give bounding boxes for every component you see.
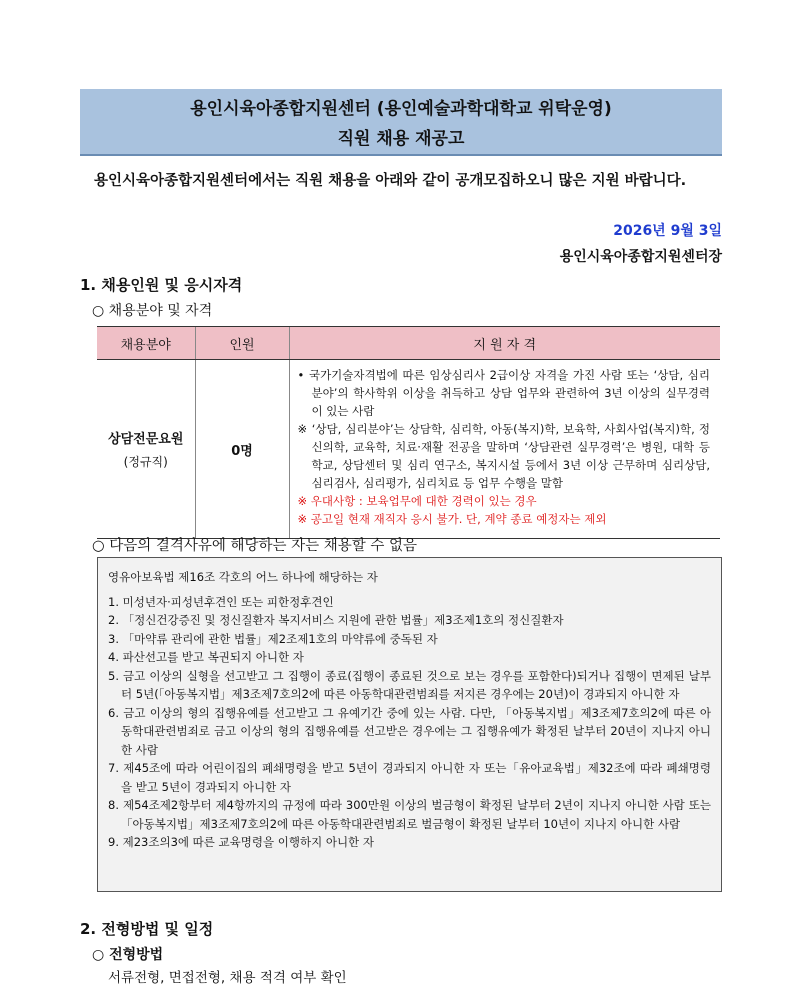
list-item: 7. 제45조에 따라 어린이집의 폐쇄명령을 받고 5년이 경과되지 아니한 자 또는「유아교육법」제32조에 따라 폐쇄명령을 받고 5년이 경과되지 아니한 자	[108, 761, 711, 794]
list-item: 3. 「마약류 관리에 관한 법률」제2조제1호의 마약류에 중독된 자	[108, 631, 438, 646]
header-count: 인원	[195, 327, 289, 360]
selection-method-text: 서류전형, 면접전형, 채용 적격 여부 확인	[108, 970, 347, 986]
disqualification-list	[108, 593, 711, 852]
subsection-disqualification: ○ 다음의 결격사유에 해당하는 자는 채용할 수 없음	[92, 538, 418, 554]
qualification-cell	[289, 360, 720, 539]
issuer-name: 용인시육아종합지원센터장	[559, 249, 722, 265]
header-field: 채용분야	[97, 327, 195, 360]
list-item: 9. 제23조의3에 따른 교육명령을 이행하지 아니한 자	[108, 835, 374, 849]
list-item: 4. 파산선고를 받고 복권되지 아니한 자	[108, 650, 304, 664]
qualification-note: ※ ‘상담, 심리분야’는 상담학, 심리학, 아동(복지)학, 보육학, 사회사업(복지)학, 정신의학, 교육학, 치료·재활 전공을 말하며 ‘상담관련 실무경력’은 병원, 대학 등 학교, 상담센터 및 심리 연구소, 복지시설 등에서 3년 이상 근무하며 심리상담, 심리검사, 심리평가, 심리치료 등 업무 수행을 말함	[297, 422, 710, 490]
qualification-item: • 국가기술자격법에 따른 임상심리사 2급이상 자격을 가진 사람 또는 ‘상담, 심리분야’의 학사학위 이상을 취득하고 상담 업무와 관련하여 3년 이상의 실무경력이 있는 사람	[297, 368, 710, 418]
table-row	[97, 360, 720, 539]
announcement-date: 2026년 9월 3일	[613, 223, 722, 239]
disqualification-box	[97, 557, 722, 892]
list-item: 2. 「정신건강증진 및 정신질환자 복지서비스 지원에 관한 법률」제3조제1호의 정신질환자	[108, 613, 564, 627]
restriction-note: ※ 공고일 현재 재직자 응시 불가. 단, 계약 종료 예정자는 제외	[297, 512, 607, 526]
table-header-row	[97, 327, 720, 360]
preference-note: ※ 우대사항 : 보육업무에 대한 경력이 있는 경우	[297, 494, 537, 508]
title-banner	[80, 89, 722, 156]
field-name: 상담전문요원	[108, 432, 184, 447]
section-1-heading: 1. 채용인원 및 응시자격	[80, 276, 243, 294]
subsection-selection-method: ○ 전형방법	[92, 947, 164, 963]
list-item: 6. 금고 이상의 형의 집행유예를 선고받고 그 유예기간 중에 있는 사람. 다만, 「아동복지법」제3조제7호의2에 따른 아동학대관련범죄로 금고 이상의 형의 집행유예를 선고받은 경우에는 그 집행유예가 확정된 날부터 20년이 지나지 아니한 사람	[108, 705, 711, 757]
headcount: 0명	[195, 360, 289, 539]
list-item: 8. 제54조제2항부터 제4항까지의 규정에 따라 300만원 이상의 벌금형이 확정된 날부터 2년이 지나지 아니한 사람 또는「아동복지법」제3조제7호의2에 따른 아동학대관련범죄로 벌금형이 확정된 날부터 10년이 지나지 아니한 사람	[108, 798, 711, 831]
header-qualification: 지 원 자 격	[289, 327, 720, 360]
recruitment-table	[97, 326, 720, 539]
list-item: 1. 미성년자·피성년후견인 또는 피한정후견인	[108, 594, 334, 609]
subsection-recruitment-field: ○ 채용분야 및 자격	[92, 303, 213, 319]
title-line-1: 용인시육아종합지원센터 (용인예술과학대학교 위탁운영)	[190, 99, 612, 119]
field-cell	[97, 360, 195, 539]
section-2-heading: 2. 전형방법 및 일정	[80, 920, 214, 938]
intro-paragraph: 용인시육아종합지원센터에서는 직원 채용을 아래와 같이 공개모집하오니 많은 지원 바랍니다.	[94, 173, 687, 189]
title-line-2: 직원 채용 재공고	[337, 129, 465, 149]
list-item: 5. 금고 이상의 실형을 선고받고 그 집행이 종료(집행이 종료된 것으로 보는 경우를 포함한다)되거나 집행이 면제된 날부터 5년(「아동복지법」제3조제7호의2에 따른 아동학대관련범죄를 저지른 경우에는 20년)이 경과되지 아니한 자	[108, 668, 711, 701]
disqualification-lead: 영유아보육법 제16조 각호의 어느 하나에 해당하는 자	[108, 570, 378, 584]
employment-type: (정규직)	[123, 455, 168, 469]
